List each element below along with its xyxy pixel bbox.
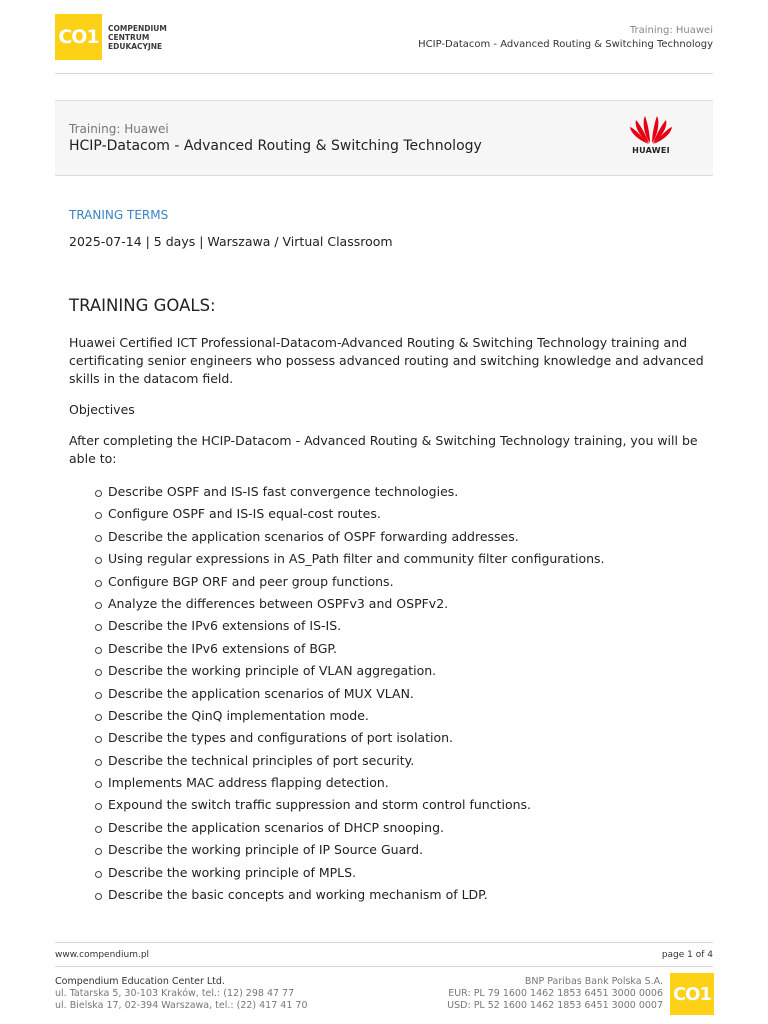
training-terms-label: TRANING TERMS [69,208,169,222]
list-item: Describe the application scenarios of MUX VLAN. [69,685,709,707]
list-item: Describe the technical principles of port security. [69,752,709,774]
list-item: Describe the QinQ implementation mode. [69,707,709,729]
logo-line: CENTRUM [108,32,150,42]
bank-details [447,976,663,1012]
footer-website-link[interactable]: www.compendium.pl [55,950,150,960]
page-number: page 1 of 4 [661,950,713,960]
logo-line: EDUKACYJNE [108,41,163,51]
header-course-title: HCIP-Datacom - Advanced Routing & Switching Technology [418,39,713,50]
list-item: Describe the working principle of VLAN aggregation. [69,662,709,684]
company-name: Compendium Education Center Ltd. [55,976,225,987]
huawei-logo [627,115,675,155]
list-item: Configure BGP ORF and peer group functions. [69,573,709,595]
logo-wordmark [108,24,167,51]
huawei-petals-icon [628,115,674,145]
course-banner [55,100,713,176]
list-item: Using regular expressions in AS_Path filter and community filter configurations. [69,550,709,572]
logo-line: COMPENDIUM [108,23,167,33]
list-item: Describe the basic concepts and working mechanism of LDP. [69,886,709,908]
bank-account-eur: EUR: PL 79 1600 1462 1853 6451 3000 0006 [448,988,663,999]
list-item: Describe the types and configurations of port isolation. [69,729,709,751]
objectives-list [69,483,709,908]
list-item: Configure OSPF and IS-IS equal-cost routes. [69,505,709,527]
company-address [55,976,307,1012]
header-divider [55,73,713,74]
list-item: Describe the application scenarios of OSPF forwarding addresses. [69,528,709,550]
list-item: Describe the working principle of IP Source Guard. [69,841,709,863]
address-krakow: ul. Tatarska 5, 30-103 Kraków, tel.: (12) 298 47 77 [55,988,295,999]
list-item: Expound the switch traffic suppression and storm control functions. [69,796,709,818]
list-item: Describe the IPv6 extensions of BGP. [69,640,709,662]
logo-mark: CO1 [55,14,102,60]
bank-name: BNP Paribas Bank Polska S.A. [524,976,663,987]
list-item: Describe the application scenarios of DHCP snooping. [69,819,709,841]
objectives-label: Objectives [69,402,135,417]
list-item: Analyze the differences between OSPFv3 and OSPFv2. [69,595,709,617]
footer-divider-bottom [55,966,713,967]
training-terms-details: 2025-07-14 | 5 days | Warszawa / Virtual Classroom [69,234,393,249]
banner-title: HCIP-Datacom - Advanced Routing & Switching Technology [69,138,482,154]
list-item: Describe the working principle of MPLS. [69,864,709,886]
list-item: Implements MAC address flapping detection. [69,774,709,796]
training-goals-heading: TRAINING GOALS: [69,296,216,315]
footer-divider-top [55,942,713,943]
address-warszawa: ul. Bielska 17, 02-394 Warszawa, tel.: (22) 417 41 70 [55,1000,308,1011]
objectives-lead: After completing the HCIP-Datacom - Advanced Routing & Switching Technology training, you will be able to: [69,433,698,466]
list-item: Describe OSPF and IS-IS fast convergence technologies. [69,483,709,505]
goals-intro: Huawei Certified ICT Professional-Datacom-Advanced Routing & Switching Technology training and certificating senior engineers who possess advanced routing and switching knowledge and advanced skills in the datacom field. [69,335,704,386]
header-category: Training: Huawei [629,25,713,36]
list-item: Describe the IPv6 extensions of IS-IS. [69,617,709,639]
header-info [418,24,713,52]
huawei-wordmark: HUAWEI [632,146,670,155]
banner-subtitle: Training: Huawei [69,122,169,136]
footer-logo: CO1 [670,973,714,1015]
bank-account-usd: USD: PL 52 1600 1462 1853 6451 3000 0007 [447,1000,663,1011]
company-logo[interactable] [55,14,167,60]
